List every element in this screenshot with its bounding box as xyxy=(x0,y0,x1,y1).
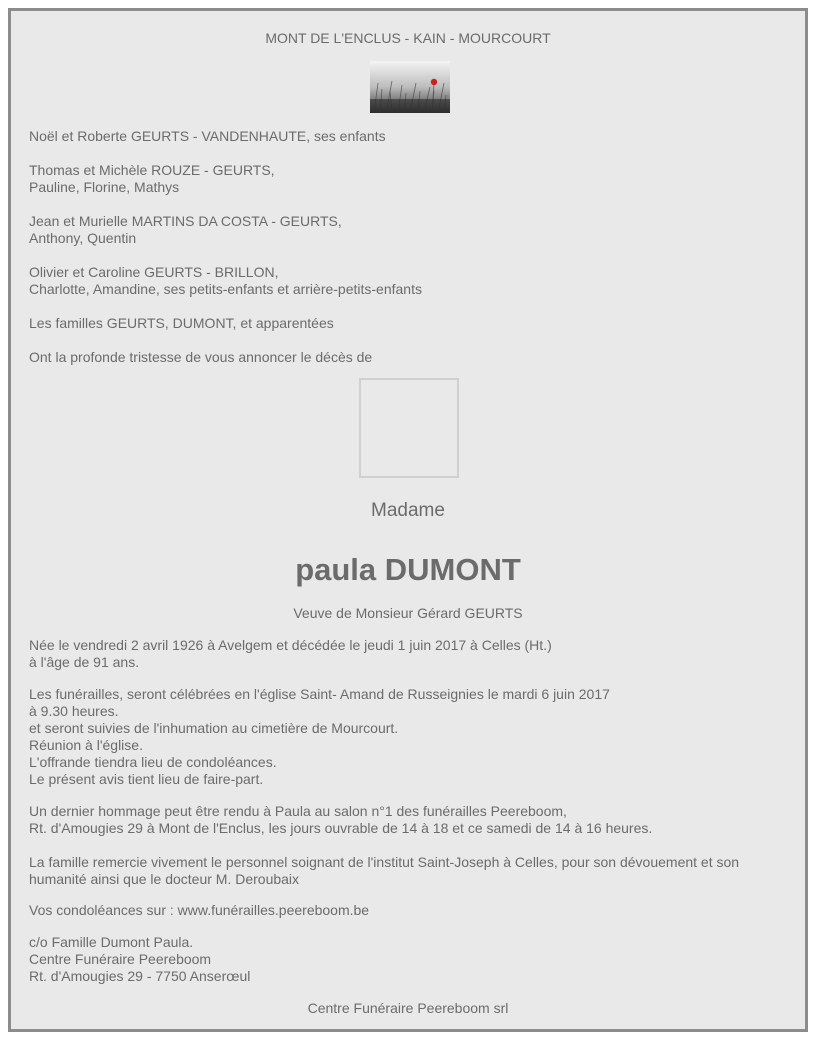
contact-line-2: Centre Funéraire Peereboom xyxy=(29,951,212,967)
portrait-photo-placeholder xyxy=(359,378,459,478)
funeral-line-1: Les funérailles, seront célébrées en l'église Saint- Amand de Russeignies le mardi 6 juin 2017 xyxy=(29,686,610,702)
poppy-field-image xyxy=(370,61,450,113)
condolences-line: Vos condoléances sur : www.funérailles.peereboom.be xyxy=(29,902,370,918)
family-group-3-line-1: Jean et Murielle MARTINS DA COSTA - GEURTS, xyxy=(29,213,342,229)
salutation: Madame xyxy=(371,500,445,521)
funeral-line-4: Réunion à l'église. xyxy=(29,737,143,753)
families-line: Les familles GEURTS, DUMONT, et apparentées xyxy=(29,315,334,331)
relation-line: Veuve de Monsieur Gérard GEURTS xyxy=(293,605,523,621)
tribute-line-1: Un dernier hommage peut être rendu à Paula au salon n°1 des funérailles Peereboom, xyxy=(29,803,567,819)
obituary-card xyxy=(8,8,808,1032)
tribute-line-2: Rt. d'Amougies 29 à Mont de l'Enclus, les jours ouvrable de 14 à 18 et ce samedi de 14 à 16 heures. xyxy=(29,820,653,836)
header-place: MONT DE L'ENCLUS - KAIN - MOURCOURT xyxy=(265,30,551,46)
funeral-line-6: Le présent avis tient lieu de faire-part. xyxy=(29,771,264,787)
contact-line-1: c/o Famille Dumont Paula. xyxy=(29,934,194,950)
family-line-1: Noël et Roberte GEURTS - VANDENHAUTE, ses enfants xyxy=(29,128,386,144)
family-group-4-line-2: Charlotte, Amandine, ses petits-enfants et arrière-petits-enfants xyxy=(29,281,422,297)
family-group-3-line-2: Anthony, Quentin xyxy=(29,230,137,246)
funeral-line-3: et seront suivies de l'inhumation au cimetière de Mourcourt. xyxy=(29,720,399,736)
birth-death-line-1: Née le vendredi 2 avril 1926 à Avelgem et décédée le jeudi 1 juin 2017 à Celles (Ht.) xyxy=(29,637,552,653)
contact-line-3: Rt. d'Amougies 29 - 7750 Anserœul xyxy=(29,968,251,984)
announcement-text: Ont la profonde tristesse de vous annoncer le décès de xyxy=(29,349,373,365)
funeral-line-2: à 9.30 heures. xyxy=(29,703,119,719)
footer-company: Centre Funéraire Peereboom srl xyxy=(307,1000,509,1016)
family-group-2-line-1: Thomas et Michèle ROUZE - GEURTS, xyxy=(29,162,275,178)
thanks-line-2: humanité ainsi que le docteur M. Deroubaix xyxy=(29,871,300,887)
thanks-line-1: La famille remercie vivement le personnel soignant de l'institut Saint-Joseph à Celles, pour son dévouement et son xyxy=(29,854,740,870)
family-group-4-line-1: Olivier et Caroline GEURTS - BRILLON, xyxy=(29,264,279,280)
deceased-name: paula DUMONT xyxy=(295,552,521,587)
funeral-line-5: L'offrande tiendra lieu de condoléances. xyxy=(29,754,277,770)
birth-death-line-2: à l'âge de 91 ans. xyxy=(29,654,140,670)
family-group-2-line-2: Pauline, Florine, Mathys xyxy=(29,179,180,195)
